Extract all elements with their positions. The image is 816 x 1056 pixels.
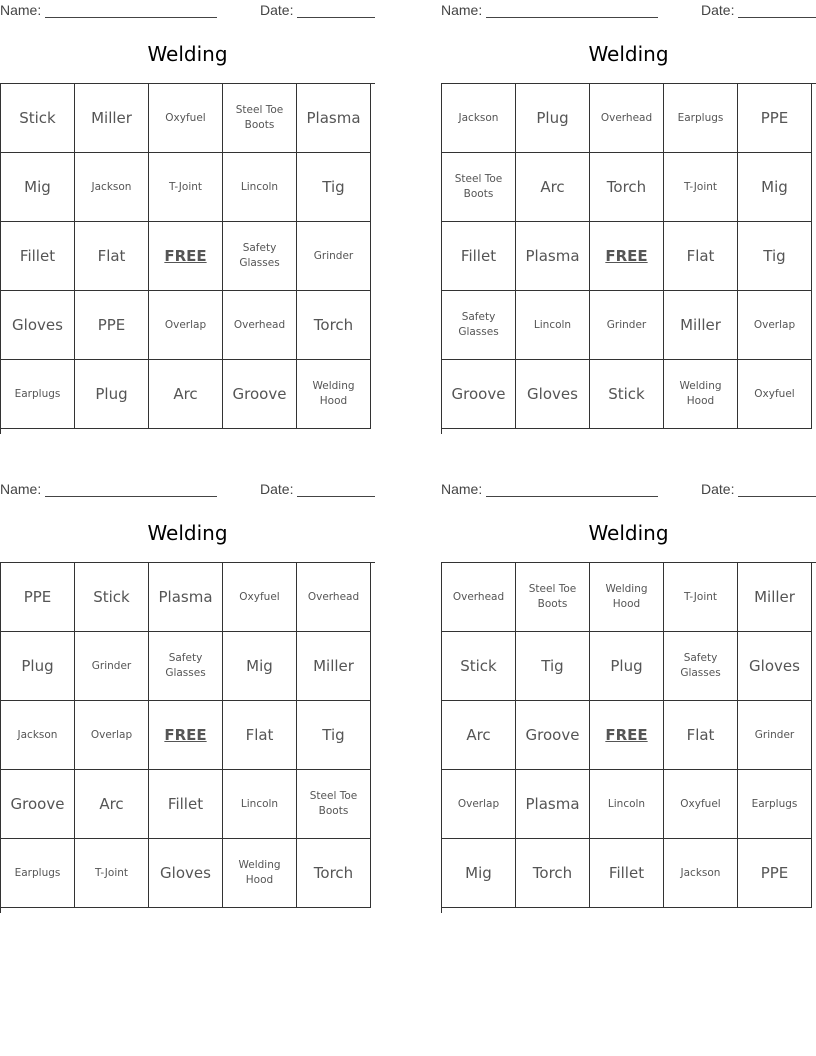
bingo-cell[interactable]: T-Joint bbox=[149, 153, 223, 222]
date-label: Date: bbox=[260, 2, 294, 18]
bingo-cell[interactable]: PPE bbox=[738, 84, 812, 153]
bingo-cell[interactable]: Arc bbox=[516, 153, 590, 222]
card-title: Welding bbox=[588, 521, 669, 545]
bingo-cell[interactable]: Tig bbox=[297, 701, 371, 770]
bingo-cell[interactable]: Steel Toe Boots bbox=[442, 153, 516, 222]
bingo-cell[interactable]: Grinder bbox=[297, 222, 371, 291]
date-blank bbox=[297, 496, 375, 497]
bingo-cell[interactable]: Plug bbox=[590, 632, 664, 701]
bingo-cell[interactable]: Jackson bbox=[664, 839, 738, 908]
bingo-cell[interactable]: Lincoln bbox=[590, 770, 664, 839]
bingo-cell[interactable]: Stick bbox=[590, 360, 664, 429]
bingo-cell[interactable]: Steel Toe Boots bbox=[297, 770, 371, 839]
bingo-cell[interactable]: Tig bbox=[297, 153, 371, 222]
bingo-cell[interactable]: Stick bbox=[75, 563, 149, 632]
bingo-card-4 bbox=[441, 479, 816, 919]
bingo-cell[interactable]: Safety Glasses bbox=[664, 632, 738, 701]
bingo-cell[interactable]: Gloves bbox=[516, 360, 590, 429]
bingo-cell[interactable]: Groove bbox=[223, 360, 297, 429]
bingo-cell[interactable]: Gloves bbox=[149, 839, 223, 908]
bingo-cell[interactable]: Steel Toe Boots bbox=[223, 84, 297, 153]
free-space-cell[interactable]: FREE bbox=[590, 701, 664, 770]
bingo-grid bbox=[0, 562, 375, 913]
free-space-cell[interactable]: FREE bbox=[149, 222, 223, 291]
bingo-cell[interactable]: Lincoln bbox=[516, 291, 590, 360]
name-label: Name: bbox=[0, 481, 42, 497]
bingo-cell[interactable]: Plasma bbox=[516, 770, 590, 839]
bingo-grid bbox=[441, 562, 816, 913]
bingo-cell[interactable]: Safety Glasses bbox=[223, 222, 297, 291]
bingo-cell[interactable]: Mig bbox=[223, 632, 297, 701]
bingo-cell[interactable]: Fillet bbox=[149, 770, 223, 839]
free-space-cell[interactable]: FREE bbox=[149, 701, 223, 770]
bingo-cell[interactable]: Steel Toe Boots bbox=[516, 563, 590, 632]
bingo-cell[interactable]: Grinder bbox=[75, 632, 149, 701]
bingo-cell[interactable]: Fillet bbox=[590, 839, 664, 908]
bingo-card-2 bbox=[441, 0, 816, 440]
bingo-cell[interactable]: Lincoln bbox=[223, 153, 297, 222]
name-blank bbox=[45, 496, 217, 497]
bingo-cell[interactable]: Plug bbox=[1, 632, 75, 701]
bingo-cell[interactable]: Jackson bbox=[1, 701, 75, 770]
bingo-cell[interactable]: Plug bbox=[75, 360, 149, 429]
bingo-card-1 bbox=[0, 0, 375, 440]
date-blank bbox=[297, 17, 375, 18]
bingo-cell[interactable]: Safety Glasses bbox=[149, 632, 223, 701]
bingo-cell[interactable]: Overhead bbox=[297, 563, 371, 632]
bingo-cell[interactable]: T-Joint bbox=[664, 563, 738, 632]
bingo-cell[interactable]: Groove bbox=[442, 360, 516, 429]
bingo-cell[interactable]: Plasma bbox=[149, 563, 223, 632]
bingo-cell[interactable]: Safety Glasses bbox=[442, 291, 516, 360]
bingo-cell[interactable]: Miller bbox=[664, 291, 738, 360]
bingo-cell[interactable]: Earplugs bbox=[738, 770, 812, 839]
bingo-cell[interactable]: Arc bbox=[442, 701, 516, 770]
bingo-cell[interactable]: Grinder bbox=[738, 701, 812, 770]
bingo-cell[interactable]: PPE bbox=[738, 839, 812, 908]
bingo-card-3 bbox=[0, 479, 375, 919]
bingo-cell[interactable]: Welding Hood bbox=[590, 563, 664, 632]
bingo-cell[interactable]: Flat bbox=[664, 222, 738, 291]
bingo-cell[interactable]: Jackson bbox=[75, 153, 149, 222]
date-label: Date: bbox=[701, 2, 735, 18]
bingo-cell[interactable]: Stick bbox=[442, 632, 516, 701]
bingo-cell[interactable]: Overlap bbox=[442, 770, 516, 839]
bingo-cell[interactable]: Mig bbox=[1, 153, 75, 222]
bingo-cell[interactable]: Overlap bbox=[149, 291, 223, 360]
bingo-grid bbox=[441, 83, 816, 434]
bingo-cell[interactable]: Earplugs bbox=[664, 84, 738, 153]
bingo-cell[interactable]: Groove bbox=[516, 701, 590, 770]
bingo-cell[interactable]: Miller bbox=[75, 84, 149, 153]
bingo-cell[interactable]: Oxyfuel bbox=[223, 563, 297, 632]
bingo-cell[interactable]: Gloves bbox=[1, 291, 75, 360]
card-title: Welding bbox=[147, 42, 228, 66]
date-blank bbox=[738, 496, 816, 497]
free-space-cell[interactable]: FREE bbox=[590, 222, 664, 291]
bingo-cell[interactable]: Mig bbox=[738, 153, 812, 222]
bingo-cell[interactable]: Welding Hood bbox=[223, 839, 297, 908]
bingo-cell[interactable]: Flat bbox=[223, 701, 297, 770]
bingo-cell[interactable]: Oxyfuel bbox=[149, 84, 223, 153]
bingo-cell[interactable]: T-Joint bbox=[75, 839, 149, 908]
name-blank bbox=[45, 17, 217, 18]
date-label: Date: bbox=[701, 481, 735, 497]
card-title: Welding bbox=[588, 42, 669, 66]
bingo-cell[interactable]: Lincoln bbox=[223, 770, 297, 839]
bingo-cell[interactable]: Groove bbox=[1, 770, 75, 839]
bingo-cell[interactable]: Overlap bbox=[75, 701, 149, 770]
bingo-cell[interactable]: Earplugs bbox=[1, 839, 75, 908]
bingo-cell[interactable]: Plasma bbox=[297, 84, 371, 153]
bingo-cell[interactable]: Overhead bbox=[223, 291, 297, 360]
bingo-cell[interactable]: Torch bbox=[516, 839, 590, 908]
bingo-cell[interactable]: Miller bbox=[738, 563, 812, 632]
bingo-cell[interactable]: Plug bbox=[516, 84, 590, 153]
date-blank bbox=[738, 17, 816, 18]
bingo-cell[interactable]: Flat bbox=[664, 701, 738, 770]
bingo-cell[interactable]: Gloves bbox=[738, 632, 812, 701]
bingo-cell[interactable]: Overhead bbox=[442, 563, 516, 632]
bingo-cell[interactable]: Jackson bbox=[442, 84, 516, 153]
bingo-cell[interactable]: Arc bbox=[149, 360, 223, 429]
bingo-cell[interactable]: Tig bbox=[516, 632, 590, 701]
name-label: Name: bbox=[441, 481, 483, 497]
bingo-cell[interactable]: Tig bbox=[738, 222, 812, 291]
bingo-cell[interactable]: PPE bbox=[1, 563, 75, 632]
bingo-cell[interactable]: Arc bbox=[75, 770, 149, 839]
bingo-cell[interactable]: Miller bbox=[297, 632, 371, 701]
card-header bbox=[441, 2, 816, 20]
bingo-cell[interactable]: T-Joint bbox=[664, 153, 738, 222]
name-blank bbox=[486, 496, 658, 497]
bingo-cell[interactable]: Torch bbox=[297, 839, 371, 908]
bingo-cell[interactable]: Torch bbox=[297, 291, 371, 360]
bingo-cell[interactable]: Fillet bbox=[442, 222, 516, 291]
card-header bbox=[441, 481, 816, 499]
bingo-cell[interactable]: Flat bbox=[75, 222, 149, 291]
bingo-cell[interactable]: Fillet bbox=[1, 222, 75, 291]
name-blank bbox=[486, 17, 658, 18]
card-header bbox=[0, 481, 375, 499]
name-label: Name: bbox=[0, 2, 42, 18]
bingo-cell[interactable]: Stick bbox=[1, 84, 75, 153]
bingo-cell[interactable]: Plasma bbox=[516, 222, 590, 291]
bingo-cell[interactable]: Welding Hood bbox=[297, 360, 371, 429]
card-title: Welding bbox=[147, 521, 228, 545]
bingo-cell[interactable]: Welding Hood bbox=[664, 360, 738, 429]
bingo-grid bbox=[0, 83, 375, 434]
bingo-cell[interactable]: Grinder bbox=[590, 291, 664, 360]
name-label: Name: bbox=[441, 2, 483, 18]
bingo-cell[interactable]: Torch bbox=[590, 153, 664, 222]
bingo-cell[interactable]: Oxyfuel bbox=[738, 360, 812, 429]
bingo-cell[interactable]: Overlap bbox=[738, 291, 812, 360]
bingo-cell[interactable]: Earplugs bbox=[1, 360, 75, 429]
bingo-cell[interactable]: Oxyfuel bbox=[664, 770, 738, 839]
card-header bbox=[0, 2, 375, 20]
bingo-cell[interactable]: Mig bbox=[442, 839, 516, 908]
bingo-cell[interactable]: Overhead bbox=[590, 84, 664, 153]
date-label: Date: bbox=[260, 481, 294, 497]
bingo-cell[interactable]: PPE bbox=[75, 291, 149, 360]
